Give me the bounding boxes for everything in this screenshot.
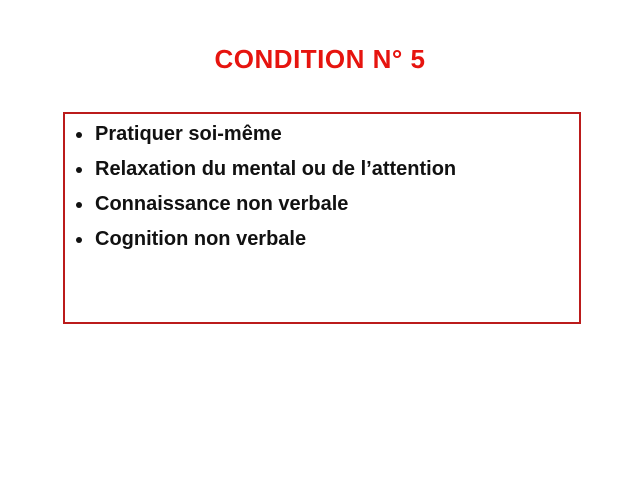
bullet-text: Pratiquer soi-même [95,123,282,145]
bullet-item [65,187,579,222]
bullet-text: Relaxation du mental ou de l’attention [95,158,457,180]
bullet-list [65,117,579,257]
bullet-dot-icon [76,202,82,208]
content-box [63,112,581,324]
bullet-dot-icon [76,132,82,138]
bullet-item [65,222,579,257]
bullet-text: Cognition non verbale [95,228,307,250]
bullet-dot-icon [76,167,82,173]
slide-title: CONDITION N° 5 [214,44,426,74]
bullet-text: Connaissance non verbale [95,193,349,215]
bullet-dot-icon [76,237,82,243]
bullet-item [65,117,579,152]
bullet-item [65,152,579,187]
